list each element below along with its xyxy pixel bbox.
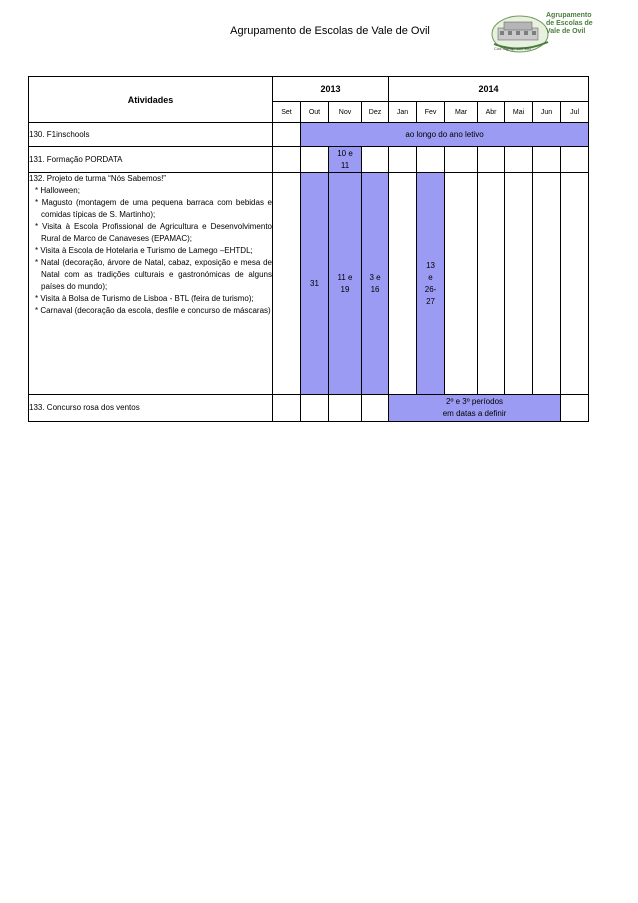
school-logo	[490, 8, 608, 56]
cell-out	[301, 147, 329, 173]
list-item: * Visita à Escola de Hotelaria e Turismo de Lamego –EHTDL;	[35, 246, 253, 255]
activity-title: 132. Projeto de turma “Nós Sabemos!”	[29, 174, 166, 183]
activity-header: Atividades	[29, 77, 273, 123]
logo-line: Agrupamento	[546, 12, 592, 19]
table-row	[29, 123, 589, 147]
activity-label: 130. F1inschools	[29, 123, 273, 147]
list-item: * Natal (decoração, árvore de Natal, cabaz, exposição e mesa de Natal com as tradições culturais e gastronómicas de alguns países do mundo);	[35, 258, 272, 291]
cell-abr	[478, 147, 505, 173]
cell-mai	[505, 147, 533, 173]
cell-mar	[445, 147, 478, 173]
cell-abr	[478, 173, 505, 395]
list-item: * Halloween;	[35, 186, 80, 195]
date-line: 10 e	[337, 148, 353, 158]
cell-nov	[329, 173, 362, 395]
logo-subtext: Cód. Agrup. 150 150	[494, 46, 531, 51]
cell-jun	[533, 173, 561, 395]
cell-dez	[362, 173, 389, 395]
month-jun: Jun	[533, 102, 561, 123]
cell-jan	[389, 147, 417, 173]
table-row	[29, 395, 589, 422]
cell-jul	[561, 173, 589, 395]
cell-fev	[417, 147, 445, 173]
cell-set	[273, 123, 301, 147]
date-line: 13	[426, 260, 435, 270]
month-jan: Jan	[389, 102, 417, 123]
cell-mar	[445, 173, 478, 395]
cell-jun	[533, 147, 561, 173]
month-mar: Mar	[445, 102, 478, 123]
activities-table	[28, 76, 589, 422]
cell-nov	[329, 147, 362, 173]
month-jul: Jul	[561, 102, 589, 123]
month-abr: Abr	[478, 102, 505, 123]
cell-set	[273, 173, 301, 395]
list-item: * Visita à Escola Profissional de Agricultura e Desenvolvimento Rural de Marco de Canaveses (EPAMAC);	[35, 222, 272, 243]
list-item: * Magusto (montagem de uma pequena barraca com bebidas e comidas típicas de S. Martinho);	[35, 198, 272, 219]
cell-mai	[505, 173, 533, 395]
table-row	[29, 147, 589, 173]
cell-nov	[329, 395, 362, 422]
date-line: 16	[370, 284, 380, 294]
date-line: 2º e 3º períodos	[446, 397, 504, 406]
month-out: Out	[301, 102, 329, 123]
date-line: 26-	[424, 284, 437, 294]
table-row	[29, 173, 589, 395]
date-line: 27	[426, 296, 435, 306]
logo-line: Vale de Ovil	[546, 28, 586, 35]
month-mai: Mai	[505, 102, 533, 123]
date-line: 11 e	[337, 272, 353, 282]
cell-dez	[362, 147, 389, 173]
activity-label: 131. Formação PORDATA	[29, 147, 273, 173]
activity-label: 133. Concurso rosa dos ventos	[29, 395, 273, 422]
month-set: Set	[273, 102, 301, 123]
span-cell: ao longo do ano letivo	[301, 123, 589, 147]
month-nov: Nov	[329, 102, 362, 123]
page-title: Agrupamento de Escolas de Vale de Ovil	[230, 25, 430, 37]
date-line: e	[428, 272, 433, 282]
span-cell	[389, 395, 561, 422]
year-2013-header: 2013	[273, 77, 389, 102]
date-line: 31	[310, 278, 319, 288]
year-2014-header: 2014	[389, 77, 589, 102]
activity-label	[29, 173, 273, 395]
cell-jul	[561, 395, 589, 422]
logo-line: de Escolas de	[546, 20, 593, 27]
cell-set	[273, 147, 301, 173]
cell-out	[301, 395, 329, 422]
cell-jul	[561, 147, 589, 173]
logo-text	[546, 12, 608, 36]
cell-out	[301, 173, 329, 395]
date-line: 3 e	[369, 272, 381, 282]
date-line: 11	[340, 160, 350, 170]
cell-dez	[362, 395, 389, 422]
date-line: 19	[340, 284, 350, 294]
list-item: * Carnaval (decoração da escola, desfile e concurso de máscaras)	[35, 306, 271, 315]
list-item: * Visita à Bolsa de Turismo de Lisboa - BTL (feira de turismo);	[35, 294, 254, 303]
cell-fev	[417, 173, 445, 395]
cell-set	[273, 395, 301, 422]
cell-jan	[389, 173, 417, 395]
page-header	[0, 0, 638, 60]
date-line: em datas a definir	[442, 409, 507, 418]
month-fev: Fev	[417, 102, 445, 123]
month-dez: Dez	[362, 102, 389, 123]
